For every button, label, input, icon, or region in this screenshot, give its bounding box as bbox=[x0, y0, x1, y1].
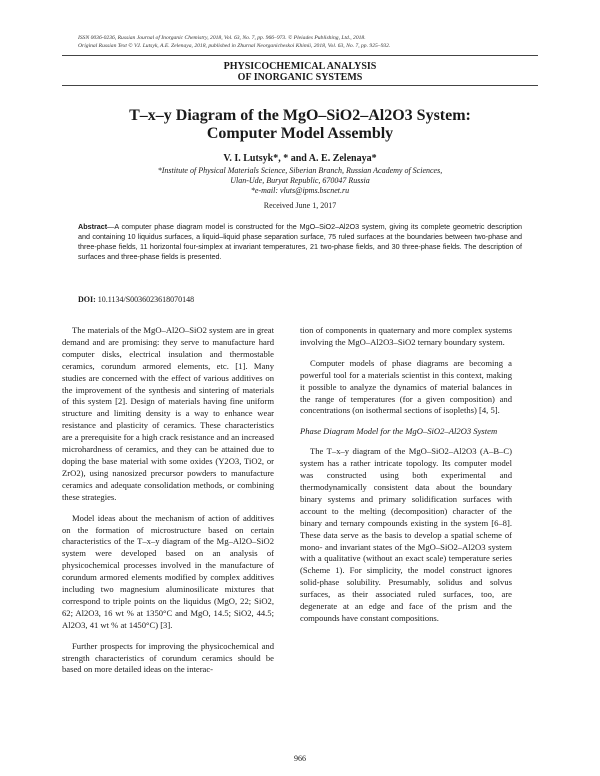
paper-title-line2: Computer Model Assembly bbox=[206, 125, 394, 142]
paragraph: tion of components in quaternary and more complex systems involving the MgO–Al2O3–SiO2 ternary boundary system. bbox=[300, 325, 512, 347]
author-email: *e-mail: vluts@ipms.bscnet.ru bbox=[250, 186, 350, 195]
left-column bbox=[62, 325, 274, 685]
page-number: 966 bbox=[294, 754, 306, 763]
paragraph: Further prospects for improving the physicochemical and strength characteristics of corundum ceramics should be based on more detailed ideas on the interac- bbox=[62, 640, 274, 675]
doi bbox=[78, 295, 194, 304]
paper-title bbox=[0, 107, 600, 143]
section-heading-line1: PHYSICOCHEMICAL ANALYSIS bbox=[223, 61, 377, 72]
right-column bbox=[300, 325, 512, 634]
doi-value: 10.1134/S0036023618070148 bbox=[97, 295, 195, 304]
paper-title-line1: T–x–y Diagram of the MgO–SiO2–Al2O3 System: bbox=[129, 107, 471, 124]
paragraph: Model ideas about the mechanism of action of additives on the formation of microstructure based on certain characteristics of the T–x–y diagram of the Mg–Al2O–SiO2 system were developed based on an analysis of physicochemical processes involved in the manufacture of corundum armored elements modified by complex additives including two magnesium aluminosilicate mixtures that correspond to triple points on the liquidus (MgO, 22; SiO2, 62; Al2O3, 16 wt % at 1350°C and MgO, 14.5; SiO2, 44.5; Al2O3, 41 wt % at 1450°C) [3]. bbox=[62, 512, 274, 630]
received-date: Received June 1, 2017 bbox=[263, 201, 337, 210]
paragraph: The T–x–y diagram of the MgO–SiO2–Al2O3 (A–B–C) system has a rather intricate topology. Its computer model was constructed using both experimental and thermodynamically consistent data about the boundary binary systems and primary solidification surfaces with account to the melting (decomposition) character of the binary and ternary compounds existing in the system [6–8]. These data serve as the basis to develop a spatial scheme of mono- and invariant states of the MgO–SiO2–Al2O3 system with a qualitative (without an exact scale) temperature series (Scheme 1). For simplicity, the model construct ignores solid-phase solubility. Presumably, solidus and solvus surfaces, as their associated ruled surfaces, too, are degenerate at an edge and face of the prism and the compounds have constant compositions. bbox=[300, 446, 512, 623]
doi-label: DOI: bbox=[78, 295, 96, 304]
affiliation-line1: *Institute of Physical Materials Science, Siberian Branch, Russian Academy of Sciences, bbox=[157, 166, 443, 175]
header-rule-top bbox=[62, 55, 538, 56]
paragraph: Computer models of phase diagrams are becoming a powerful tool for a materials scientist in this context, making it possible to analyze the dynamics of material balances in the range of temperatures (for a given composition) and concentrations (on isothermal sections of isopleths) [4, 5]. bbox=[300, 357, 512, 416]
subsection-heading: Phase Diagram Model for the MgO–SiO2–Al2O3 System bbox=[300, 426, 498, 437]
affiliation bbox=[0, 166, 600, 196]
authors: V. I. Lutsyk*, * and A. E. Zelenaya* bbox=[223, 153, 377, 164]
abstract-text: —A computer phase diagram model is constructed for the MgO–SiO2–Al2O3 system, giving its complete geometric description and containing 10 liquidus surfaces, a liquid–liquid phase separation surface, 75 ruled surfaces at the boundaries between two-phase and three-phase fields, 11 horizontal four-simplex at invariant temperatures, 21 two-phase fields, and 30 three-phase fields. The description of surfaces and three-phase fields is presented. bbox=[78, 222, 522, 261]
journal-citation-line: ISSN 0036-0236, Russian Journal of Inorganic Chemistry, 2018, Vol. 63, No. 7, pp. 966–973. © Pleiades Publishing, Ltd., 2018. bbox=[78, 35, 366, 41]
original-text-line: Original Russian Text © V.I. Lutsyk, A.E. Zelenaya, 2018, published in Zhurnal Neorganicheskoi Khimii, 2018, Vol. 63, No. 7, pp. 925–932. bbox=[78, 43, 391, 49]
affiliation-line2: Ulan-Ude, Buryat Republic, 670047 Russia bbox=[230, 176, 370, 185]
journal-header bbox=[78, 34, 390, 50]
abstract-label: Abstract bbox=[78, 222, 108, 231]
section-heading bbox=[0, 61, 600, 83]
abstract bbox=[78, 222, 522, 262]
paragraph: The materials of the MgO–Al2O–SiO2 system are in great demand and are promising: they serve to manufacture hard computer disks, electrical insulation and thermostable ceramics, corundum armored elements, etc. [1]. Many studies are concerned with the effect of various additives on the improvement of the synthesis and sintering of materials of this system [2]. Design of materials having fine uniform structure and limiting density is a way to enhance wear resistance and plasticity of ceramics. These characteristics are a prerequisite for a high crack resistance and an increased microhardness of ceramics, and they can be attained due to doping the base material with some oxides (Y2O3, TiO2, or ZrO2), using nanosized precursor powders to manufacture ceramics and adequate consolidation methods, or combining these strategies. bbox=[62, 325, 274, 502]
section-heading-line2: OF INORGANIC SYSTEMS bbox=[237, 72, 363, 83]
header-rule-bottom bbox=[62, 85, 538, 86]
